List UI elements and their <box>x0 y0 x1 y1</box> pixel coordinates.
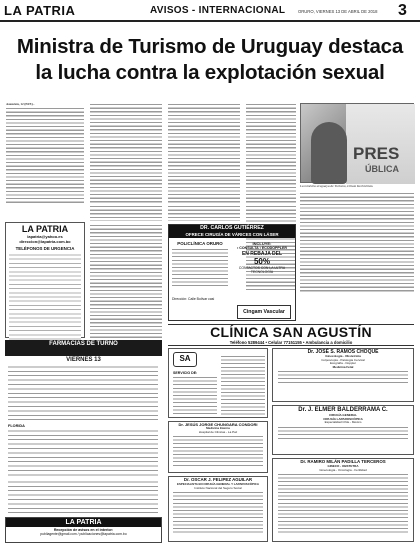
page-header <box>0 0 420 22</box>
doctor-title: CIRUGÍA GENERAL <box>328 413 358 417</box>
headline-line-2: la lucha contra la explotación sexual <box>35 61 385 84</box>
doctor-title: GINECO - OBSTETRA <box>327 464 359 468</box>
directory-list-2 <box>90 224 162 338</box>
footer-brand: LA PATRIA <box>6 518 161 527</box>
doctor-detail: Hospital de Clínicas - La Paz <box>198 429 238 434</box>
article-headline <box>0 34 420 86</box>
carlos-clinic: POLICLÍNICA ORURO <box>177 241 223 246</box>
clinic-services-list-2 <box>221 355 265 416</box>
doctor-title: Medicina Interna <box>206 426 230 430</box>
brand-logo: LA PATRIA <box>4 3 76 18</box>
doctor-detail: Ginecología - Oncología - Fertilidad <box>319 467 367 472</box>
doctor-info <box>278 370 408 384</box>
doctor-card-felipez <box>168 476 268 542</box>
article-column-1 <box>6 103 84 203</box>
doctor-detail: CIRUGÍA LAPAROSCÓPICA <box>323 416 363 421</box>
doctor-name: Dr. RAMIRO MILÁN PADILLA TERCEROS <box>300 459 386 464</box>
doctor-spec: Medicina Fetal <box>332 364 354 369</box>
text-block <box>6 107 84 203</box>
doctor-info <box>278 426 408 440</box>
carlos-ad <box>168 224 296 321</box>
clinic-services-title: SERVICIO DE: <box>173 371 198 375</box>
pharmacy-list <box>8 365 158 423</box>
doctor-title: Ginecología - Obstetricia <box>325 354 361 358</box>
carlos-doctor: DR. CARLOS GUTIÉRREZ <box>169 225 295 232</box>
pharmacy-list-3 <box>8 480 158 515</box>
pharmacy-list-2 <box>8 429 158 479</box>
directory-email: lapatria@yahoo.es <box>27 234 63 239</box>
doctor-info <box>173 435 263 467</box>
headline-line-1: Ministra de Turismo de Uruguay destaca <box>16 35 404 58</box>
photo-text-pres: PRES <box>353 144 400 163</box>
emergency-phone-list <box>9 253 81 341</box>
clinic-services-list-1 <box>173 376 217 416</box>
directory-box <box>5 222 85 338</box>
carlos-headline: OFRECE CIRUGÍA DE VÁRICES CON LÁSER <box>169 232 295 238</box>
clinic-logo <box>173 352 197 367</box>
doctor-card-padilla <box>272 458 414 542</box>
cingam-logo-box <box>237 305 291 319</box>
photo-text-publica: ÚBLICA <box>365 164 399 174</box>
doctor-extra: Ecografía - Doppler <box>329 361 356 366</box>
person-silhouette <box>311 122 347 184</box>
footer-line-1: Recepción de avisos en el interior: <box>53 528 114 532</box>
carlos-discount: 50% <box>253 257 270 266</box>
article-column-2 <box>90 103 162 203</box>
footer-advert <box>5 517 162 543</box>
carlos-includes: INCLUYE: <box>252 241 272 246</box>
footer-line-2: publiagente@gmail.com / publicaciones@lapatria.com.bo <box>40 532 127 536</box>
photo-caption: La ministra uruguaya de Turismo, Liliam Kechichián. <box>300 184 374 188</box>
doctor-info <box>278 473 408 535</box>
carlos-clinic-info <box>172 248 228 288</box>
directory-web: direccion@lapatria.com.bo <box>19 239 71 244</box>
clinic-logo-text: SA <box>179 354 191 363</box>
doctor-name: Dr. J. ELMER BALDERRAMA C. <box>298 407 388 413</box>
article-photo <box>300 103 414 183</box>
article-column-3b <box>168 205 240 221</box>
article-column-5 <box>300 192 414 292</box>
doctor-name: Dr. JOSÉ S. RAMOS CHOQUE <box>307 349 379 355</box>
doctor-card-ramos <box>272 348 414 402</box>
clinic-banner <box>168 324 414 346</box>
pharmacy-header <box>5 340 162 356</box>
carlos-store: Cingam Vascular <box>243 309 285 315</box>
clinic-phones: Teléfono 5289444 • Celular 77151155 • Ambulancia a domicilio <box>229 340 353 345</box>
directory-title: TELÉFONOS DE URGENCIA <box>15 246 75 251</box>
doctor-info <box>173 491 263 535</box>
doctor-name: Dr. OSCAR J. FELIPEZ AGUILAR <box>183 477 253 482</box>
pharmacy-title: FARMACIAS DE TURNO <box>49 341 118 347</box>
carlos-services: • CONSULTA • ECODOPPLER <box>237 246 287 250</box>
dateline: ORURO, VIERNES 13 DE ABRIL DE 2018 <box>298 9 378 14</box>
doctor-name: Dr. JESÚS JORGE CHUNGARA CONDORI <box>178 422 258 427</box>
carlos-promo: EN REBAJA DEL <box>241 251 283 257</box>
article-column-2b <box>90 205 162 221</box>
page-number: 3 <box>398 2 407 19</box>
article-dateline: Asunción, 12 (EFE).- <box>6 103 35 106</box>
section-title: AVISOS - INTERNACIONAL <box>150 5 286 16</box>
doctor-title: ESPECIALISTA EN CIRUGÍA GENERAL Y LAPAROSCÓPICA <box>177 482 259 486</box>
doctor-detail: Instituto Nacional del Seguro Social <box>194 485 242 490</box>
directory-brand: LA PATRIA <box>21 224 69 234</box>
carlos-address: Dirección: Calle Bolívar casi <box>172 297 215 301</box>
carlos-promo-sub: CONTACTOS CON LA ULTRA TECNOLOGÍA <box>238 266 286 274</box>
pharmacy-date: VIERNES 13 <box>66 357 101 363</box>
doctor-detail: Colposcopia - Patología Cervical <box>321 357 365 362</box>
doctor-card-chungara <box>168 421 268 473</box>
doctor-card-balderrama <box>272 405 414 455</box>
pharmacy-place: FLORIDA <box>8 424 25 428</box>
clinic-name: CLÍNICA SAN AGUSTÍN <box>210 324 372 340</box>
doctor-spec: Especialidad Chile - México <box>324 420 362 425</box>
article-column-3 <box>168 103 240 203</box>
clinic-services-box <box>168 348 268 418</box>
article-column-4 <box>246 103 296 203</box>
